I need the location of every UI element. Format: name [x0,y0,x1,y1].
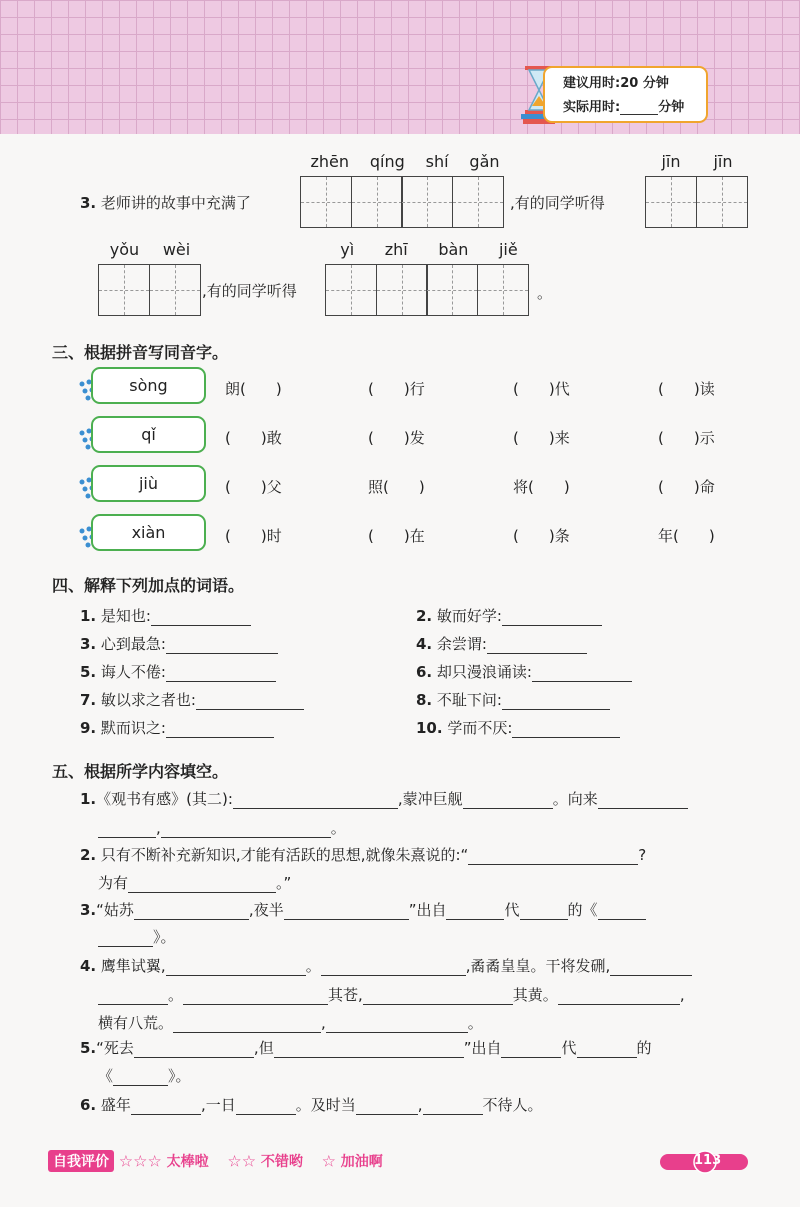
fill-item[interactable]: ( )敢 [225,429,282,447]
star-icon[interactable]: ☆☆☆ [118,1151,162,1171]
fill-line-5b: 《 》。 [98,1067,191,1085]
suggested-time: 建议用时:20 分钟 [563,76,669,91]
q3-prefix: 3. 老师讲的故事中充满了 [80,194,251,212]
self-evaluation [48,1150,397,1172]
vocab-item: 2. 敏而好学: [416,605,602,626]
fill-item[interactable]: ( )行 [368,380,425,398]
actual-time: 实际用时: 分钟 [563,100,685,115]
vocab-item: 7. 敏以求之者也: [80,689,304,710]
star-icon[interactable]: ☆ [321,1151,336,1171]
fill-line-4b: 。 其苍, 其黄。 , [98,984,685,1005]
pinyin-yizhibanjie: yì zhī bàn jiě [340,240,518,259]
good-label: 不错哟 [260,1154,303,1170]
fill-item[interactable]: 朗( ) [225,380,282,398]
vocab-item: 1. 是知也: [80,605,251,626]
fill-line-1b: , 。 [98,817,346,838]
char-grid-c[interactable] [98,264,201,316]
fill-item[interactable]: ( )代 [513,380,570,398]
vocab-item: 8. 不耻下问: [416,689,610,710]
time-box [543,66,708,123]
fill-line-3: 3.“姑苏 ,夜半 ”出自 代 的《 [80,899,646,920]
pinyin-jinjin: jīn jīn [661,152,733,171]
pinyin-youwei: yǒu wèi [109,240,191,259]
vocab-item: 6. 却只漫浪诵读: [416,661,632,682]
fill-item[interactable]: 将( ) [513,478,570,496]
char-grid-d[interactable] [325,264,529,316]
fill-line-2b: 为有 。” [98,874,292,892]
fill-item[interactable]: ( )在 [368,527,425,545]
fill-item[interactable]: 照( ) [368,478,425,496]
fill-item[interactable]: ( )来 [513,429,570,447]
pinyin-pill-song: sòng [91,367,206,404]
fill-item[interactable]: ( )发 [368,429,425,447]
fill-item[interactable]: ( )读 [658,380,715,398]
fill-item[interactable]: ( )时 [225,527,282,545]
star-icon[interactable]: ☆☆ [227,1151,257,1171]
fill-item[interactable]: ( )示 [658,429,715,447]
keep-label: 加油啊 [340,1154,383,1170]
pinyin-zhenqingshigan: zhēn qíng shí gǎn [310,152,500,171]
pinyin-pill-xian: xiàn [91,514,206,551]
section3-title: 三、根据拼音写同音字。 [52,343,229,362]
fill-line-4c: 横有八荒。 , 。 [98,1014,483,1032]
section5-title: 五、根据所学内容填空。 [52,762,229,781]
pinyin-pill-qi: qǐ [91,416,206,453]
page-number: 113 [694,1153,722,1168]
q3-end: 。 [537,284,553,302]
fill-item[interactable]: ( )条 [513,527,570,545]
page-number-badge [660,1150,750,1174]
vocab-item: 3. 心到最急: [80,633,278,654]
fill-line-3b: 》。 [98,926,176,947]
fill-line-2: 2. 只有不断补充新知识,才能有活跃的思想,就像朱熹说的:“ ? [80,846,647,864]
char-grid-b[interactable] [645,176,748,228]
fill-line-5: 5.“死去 ,但 ”出自 代 的 [80,1039,652,1057]
fill-line-6: 6. 盛年 ,一日 。及时当 , 不待人。 [80,1096,543,1114]
fill-line-1: 1.《观书有感》(其二): ,蒙冲巨舰 。向来 [80,788,688,809]
fill-item[interactable]: 年( ) [658,527,715,545]
section4-title: 四、解释下列加点的词语。 [52,576,245,595]
q3-mid2: ,有的同学听得 [202,282,297,300]
vocab-item: 4. 余尝谓: [416,633,587,654]
self-eval-label: 自我评价 [48,1150,114,1172]
pinyin-pill-jiu: jiù [91,465,206,502]
great-label: 太棒啦 [166,1154,209,1170]
fill-item[interactable]: ( )父 [225,478,282,496]
vocab-item: 10. 学而不厌: [416,717,620,738]
char-grid-a[interactable] [300,176,504,228]
fill-line-4: 4. 鹰隼试翼, 。 ,矞矞皇皇。干将发硎, [80,955,692,976]
vocab-item: 9. 默而识之: [80,717,274,738]
fill-item[interactable]: ( )命 [658,478,715,496]
q3-mid1: ,有的同学听得 [510,194,605,212]
vocab-item: 5. 诲人不倦: [80,661,276,682]
